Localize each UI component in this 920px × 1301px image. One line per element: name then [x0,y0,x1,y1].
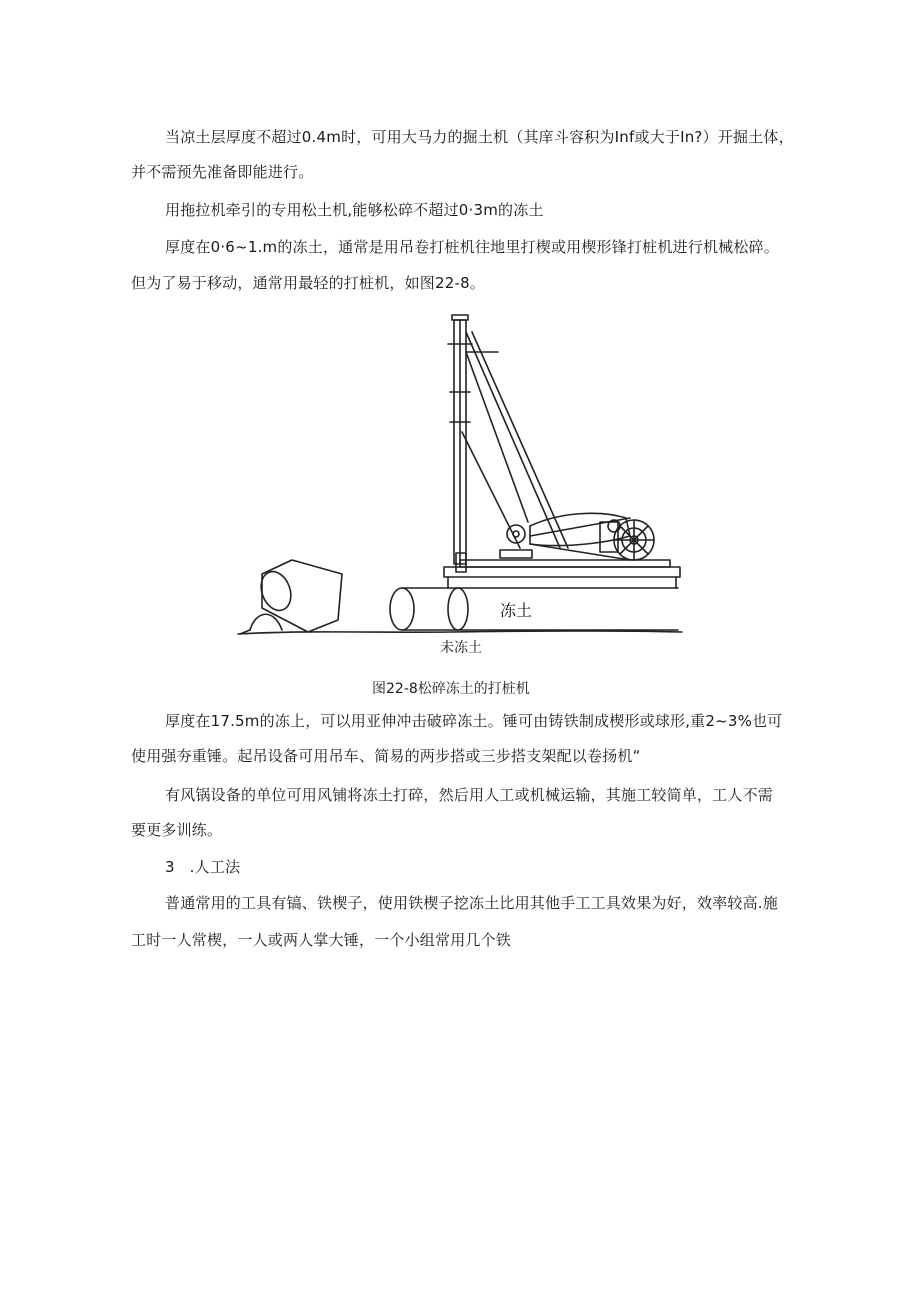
section-heading: 3 .人工法 [165,858,241,876]
paragraph-3-line-1: 厚度在0·6~1.m的冻土，通常是用吊卷打桩机往地里打楔或用楔形锋打桩机进行机械松碎。 [165,238,779,256]
frozen-soil-block [390,588,678,630]
fallen-frozen-block [240,560,342,634]
paragraph-7-line-1: 普通常用的工具有镐、铁楔子，使用铁楔子挖冻土比用其他手工工具效果为好，效率较高.施 [165,894,778,912]
paragraph-3-line-2: 但为了易于移动，通常用最轻的打桩机，如图22-8。 [131,274,486,292]
frozen-soil-label: 冻土 [500,601,533,620]
machine-base [444,553,680,588]
unfrozen-soil-label: 未冻土 [440,640,482,656]
paragraph-2-line-1: 用拖拉机牵引的专用松土机,能够松碎不超过0·3m的冻土 [165,201,544,219]
paragraph-5-line-2: 要更多训练。 [131,821,223,839]
paragraph-7-line-2: 工时一人常楔，一人或两人掌大锤，一个小组常用几个铁 [131,931,512,949]
paragraph-4-line-1: 厚度在17.5m的冻上，可以用亚伸冲击破碎冻土。锤可由铸铁制成楔形或球形,重2~3%也可 [165,712,783,730]
paragraph-1-line-2: 并不需预先准备即能进行。 [131,163,314,181]
paragraph-5-line-1: 有风锅设备的单位可用风铺将冻土打碎，然后用人工或机械运输，其施工较简单，工人不需 [165,786,774,804]
figure-caption: 图22-8松碎冻土的打桩机 [372,681,530,697]
diagonal-brace [462,332,568,548]
ground-line [238,631,682,634]
paragraph-4-line-2: 使用强夯重锤。起吊设备可用吊车、简易的两步搭或三步搭支架配以卷扬机“ [131,747,641,765]
pile-driver-figure [230,312,690,662]
paragraph-1-line-1: 当凉土层厚度不超过0.4m时，可用大马力的掘土机（其庠斗容积为Inf或大于In?）开掘土体， [165,128,794,146]
